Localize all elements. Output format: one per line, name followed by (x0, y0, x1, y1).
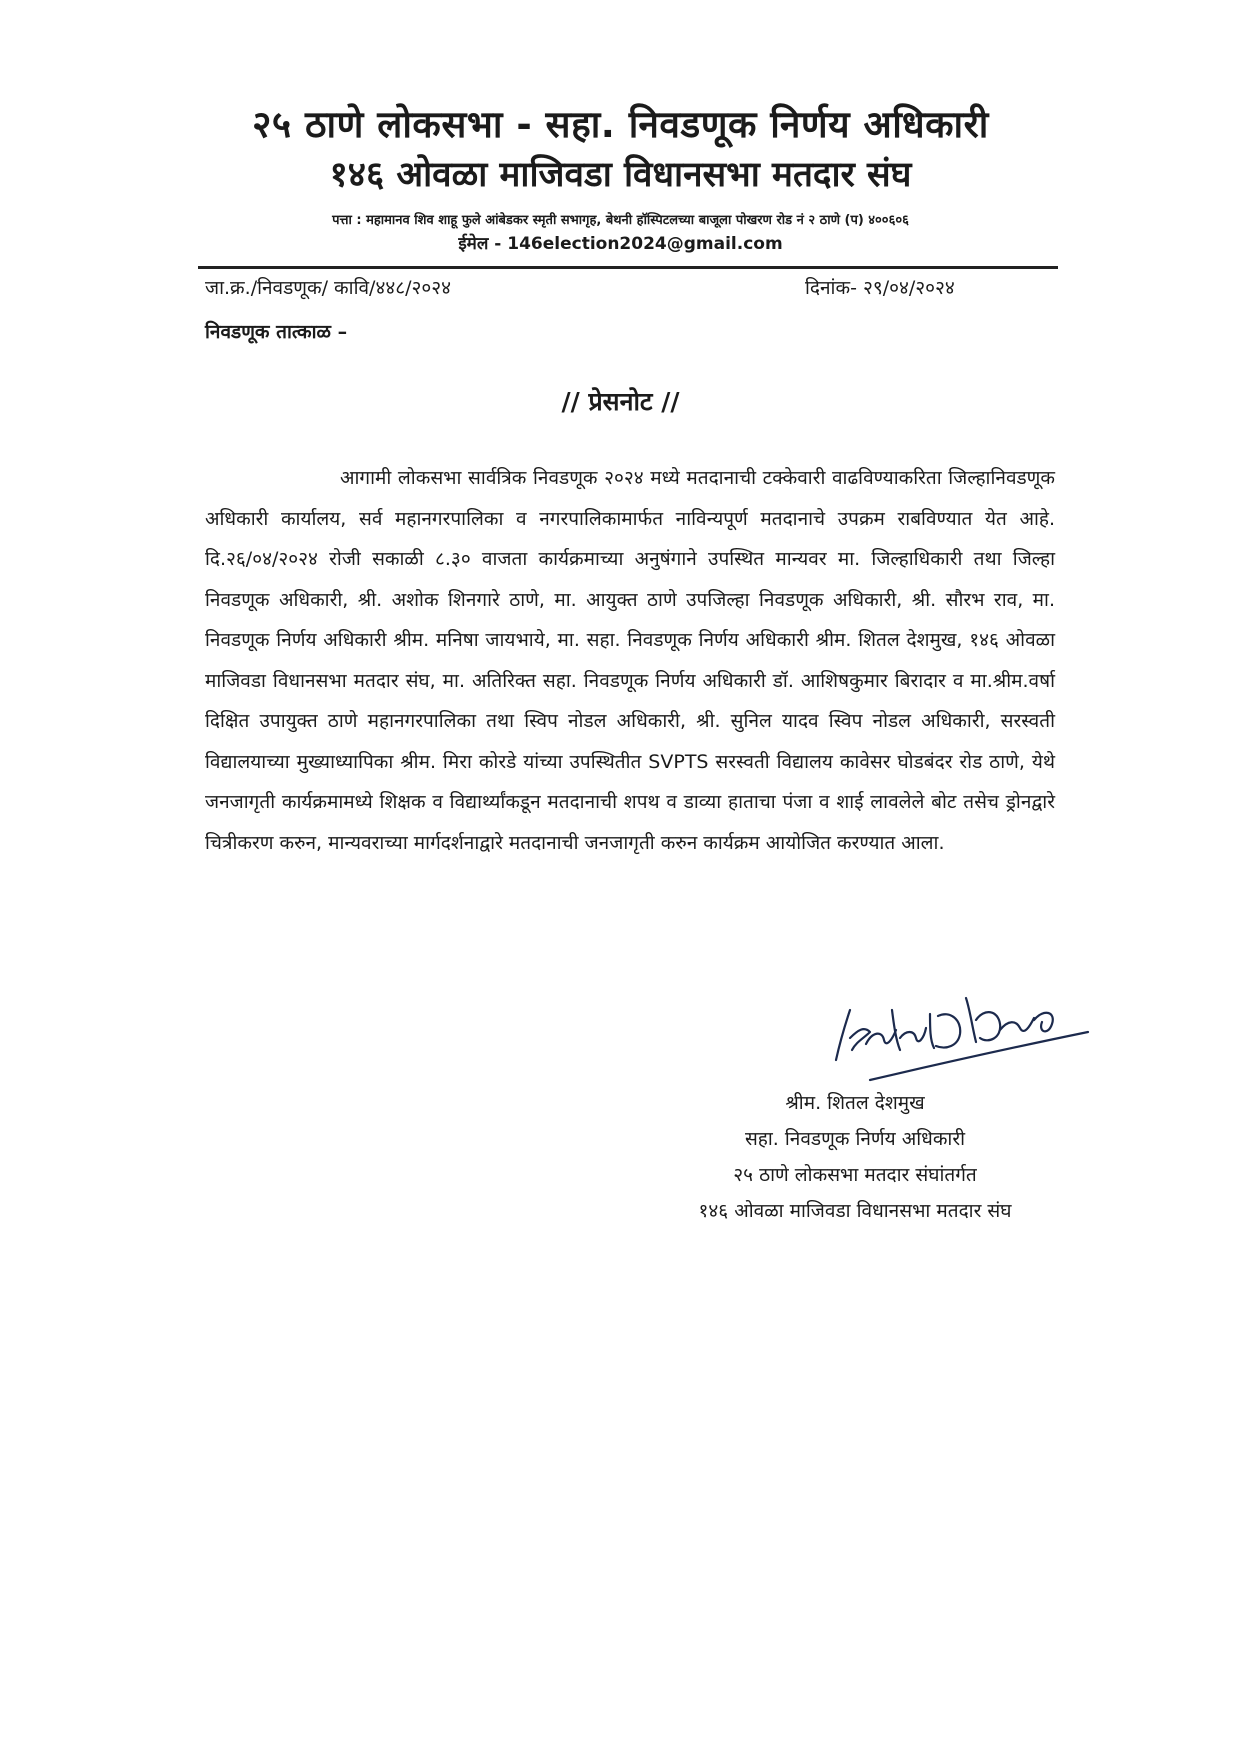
signatory-name: श्रीम. शितल देशमुख (785, 1092, 925, 1114)
signatory-constituency-2: १४६ ओवळा माजिवडा विधानसभा मतदार संघ (698, 1200, 1012, 1222)
letterhead-title: २५ ठाणे लोकसभा - सहा. निवडणूक निर्णय अधिकारी (252, 103, 989, 146)
signatory-designation: सहा. निवडणूक निर्णय अधिकारी (744, 1128, 966, 1150)
letter-date: दिनांक- २९/०४/२०२४ (805, 277, 955, 299)
letterhead (150, 100, 1091, 256)
press-note-body: आगामी लोकसभा सार्वत्रिक निवडणूक २०२४ मध्ये मतदानाची टक्केवारी वाढविण्याकरिता जिल्हानिवडणूक अधिकारी कार्यालय, सर्व महानगरपालिका व नगरपालिकामार्फत नाविन्यपूर्ण मतदानाचे उपक्रम राबविण्यात येत आहे. दि.२६/०४/२०२४ रोजी सकाळी ८.३० वाजता कार्यक्रमाच्या अनुषंगाने उपस्थित मान्यवर मा. जिल्हाधिकारी तथा जिल्हा निवडणूक अधिकारी, श्री. अशोक शिनगारे ठाणे, मा. आयुक्त ठाणे उपजिल्हा निवडणूक अधिकारी, श्री. सौरभ राव, मा. निवडणूक निर्णय अधिकारी श्रीम. मनिषा जायभाये, मा. सहा. निवडणूक निर्णय अधिकारी श्रीम. शितल देशमुख, १४६ ओवळा माजिवडा विधानसभा मतदार संघ, मा. अतिरिक्त सहा. निवडणूक निर्णय अधिकारी डॉ. आशिषकुमार बिरादार व मा.श्रीम.वर्षा दिक्षित उपायुक्त ठाणे महानगरपालिका तथा स्विप नोडल अधिकारी, श्री. सुनिल यादव स्विप नोडल अधिकारी, सरस्वती विद्यालयाच्या मुख्याध्यापिका श्रीम. मिरा कोरडे यांच्या उपस्थितीत SVPTS सरस्वती विद्यालय कावेसर घोडबंदर रोड ठाणे, येथे जनजागृती कार्यक्रमामध्ये शिक्षक व विद्यार्थ्यांकडून मतदानाची शपथ व डाव्या हाताचा पंजा व शाई लावलेले बोट तसेच ड्रोनद्वारे चित्रीकरण करुन, मान्यवराच्या मार्गदर्शनाद्वारे मतदानाची जनजागृती करुन कार्यक्रम आयोजित करण्यात आला. (205, 467, 1055, 854)
header-divider (198, 266, 1058, 269)
signatory-block (640, 1085, 1070, 1229)
letterhead-address: पत्ता : महामानव शिव शाहू फुले आंबेडकर स्मृती सभागृह, बेथनी हॉस्पिटलच्या बाजूला पोखरण रोड नं २ ठाणे (प) ४००६०६ (332, 213, 909, 228)
letterhead-subtitle: १४६ ओवळा माजिवडा विधानसभा मतदार संघ (329, 155, 912, 195)
letterhead-email: ईमेल - 146election2024@gmail.com (458, 234, 783, 254)
signatory-constituency-1: २५ ठाणे लोकसभा मतदार संघांतर्गत (733, 1164, 977, 1186)
reference-number: जा.क्र./निवडणूक/ कावि/४४८/२०२४ (205, 277, 452, 299)
handwritten-signature (830, 980, 1090, 1090)
urgent-label: निवडणूक तात्काळ – (205, 321, 348, 343)
press-note-title: // प्रेसनोट // (561, 387, 680, 416)
